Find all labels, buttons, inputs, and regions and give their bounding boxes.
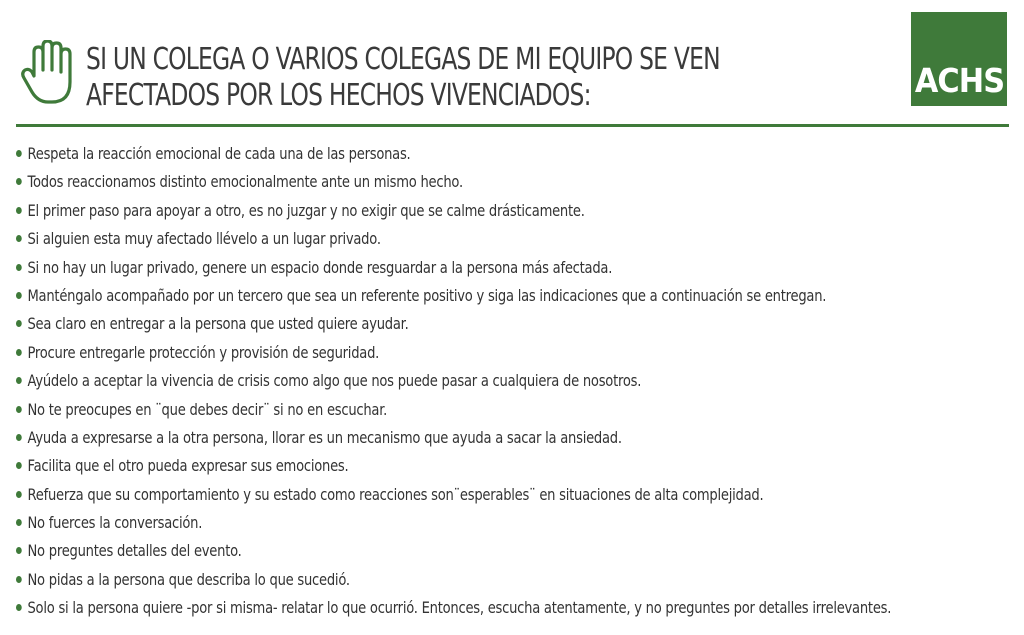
bullet-icon: [16, 462, 22, 469]
bullet-icon: [16, 519, 22, 526]
list-item: Ayuda a expresarse a la otra persona, llorar es un mecanismo que ayuda a sacar la ansiedad.: [16, 424, 1006, 452]
header: [0, 0, 1024, 124]
bullet-icon: [16, 320, 22, 327]
bullet-icon: [16, 434, 22, 441]
list-item: No te preocupes en ¨que debes decir¨ si no en escuchar.: [16, 396, 1006, 424]
bullet-icon: [16, 292, 22, 299]
bullet-icon: [16, 547, 22, 554]
list-item: Facilita que el otro pueda expresar sus emociones.: [16, 452, 1006, 480]
bullet-icon: [16, 576, 22, 583]
list-item: No preguntes detalles del evento.: [16, 537, 1006, 565]
bullet-icon: [16, 406, 22, 413]
list-item: Solo si la persona quiere -por si misma- relatar lo que ocurrió. Entonces, escucha atentamente, y no preguntes por detalles irrelevantes.: [16, 594, 1006, 622]
bullet-icon: [16, 377, 22, 384]
hand-icon: [20, 40, 76, 106]
bullet-icon: [16, 491, 22, 498]
bullet-icon: [16, 150, 22, 157]
bullet-icon: [16, 349, 22, 356]
list-item: Si alguien esta muy afectado llévelo a un lugar privado.: [16, 225, 1006, 253]
achs-logo: [911, 12, 1007, 106]
page-title: [86, 42, 720, 114]
bullet-icon: [16, 264, 22, 271]
recommendation-list: [16, 140, 1006, 623]
list-item: Procure entregarle protección y provisión de seguridad.: [16, 339, 1006, 367]
list-item: No pidas a la persona que describa lo que sucedió.: [16, 566, 1006, 594]
bullet-icon: [16, 235, 22, 242]
title-line-1: SI UN COLEGA O VARIOS COLEGAS DE MI EQUIPO SE VEN: [86, 42, 720, 77]
bullet-icon: [16, 207, 22, 214]
bullet-icon: [16, 178, 22, 185]
logo-text: ACHS: [914, 61, 1005, 100]
list-item: Refuerza que su comportamiento y su estado como reacciones son¨esperables¨ en situaciones de alta complejidad.: [16, 481, 1006, 509]
list-item: Todos reaccionamos distinto emocionalmente ante un mismo hecho.: [16, 168, 1006, 196]
divider: [16, 124, 1009, 127]
list-item: Si no hay un lugar privado, genere un espacio donde resguardar a la persona más afectada.: [16, 254, 1006, 282]
list-item: Ayúdelo a aceptar la vivencia de crisis como algo que nos puede pasar a cualquiera de nosotros.: [16, 367, 1006, 395]
list-item: Sea claro en entregar a la persona que usted quiere ayudar.: [16, 310, 1006, 338]
list-item: El primer paso para apoyar a otro, es no juzgar y no exigir que se calme drásticamente.: [16, 197, 1006, 225]
list-item: Respeta la reacción emocional de cada una de las personas.: [16, 140, 1006, 168]
title-line-2: AFECTADOS POR LOS HECHOS VIVENCIADOS:: [86, 78, 591, 113]
list-item: No fuerces la conversación.: [16, 509, 1006, 537]
bullet-icon: [16, 604, 22, 611]
list-item: Manténgalo acompañado por un tercero que sea un referente positivo y siga las indicaciones que a continuación se entregan.: [16, 282, 1006, 310]
